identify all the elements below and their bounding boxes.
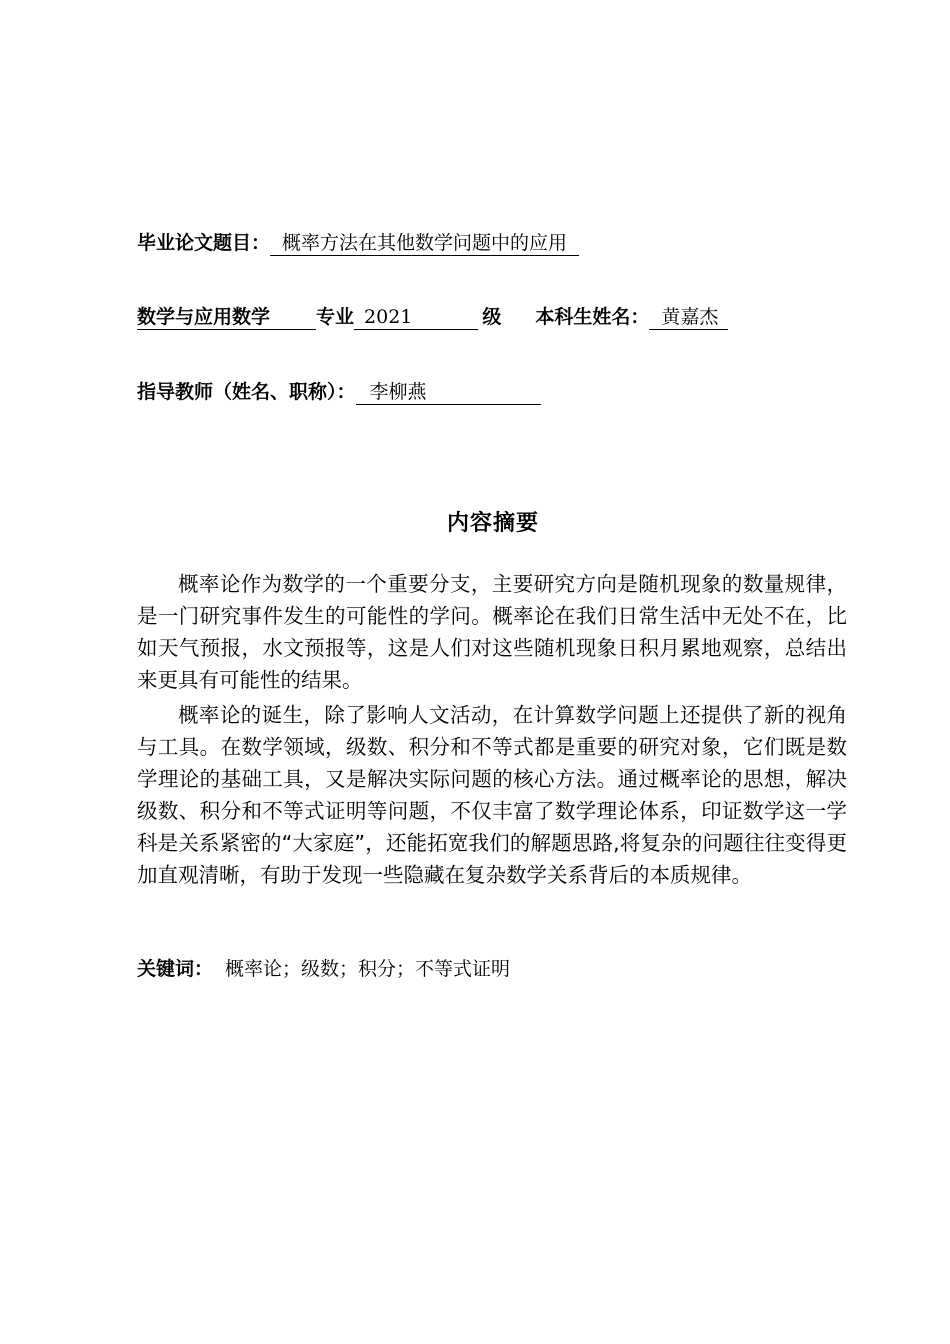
keywords-value: 概率论；级数；积分；不等式证明 — [225, 958, 511, 980]
keywords-line — [137, 953, 510, 985]
grade-label: 级 — [482, 306, 502, 328]
thesis-title-line — [137, 228, 579, 258]
advisor-name: 李柳燕 — [356, 380, 541, 405]
student-label: 本科生姓名： — [535, 306, 650, 328]
department-value: 数学与应用数学 — [137, 305, 316, 330]
thesis-title-value: 概率方法在其他数学问题中的应用 — [270, 231, 579, 256]
keywords-label: 关键词： — [137, 958, 214, 980]
abstract-heading: 内容摘要 — [446, 511, 539, 536]
advisor-label: 指导教师（姓名、职称）： — [137, 381, 356, 403]
abstract-paragraph: 概率论作为数学的一个重要分支，主要研究方向是随机现象的数量规律，是一门研究事件发生的可能性的学问。概率论在我们日常生活中无处不在，比如天气预报，水文预报等，这是人们对这些随机现象日积月累地观察，总结出来更具有可能性的结果。 — [137, 572, 847, 692]
major-label: 专业 — [316, 306, 355, 328]
student-name: 黄嘉杰 — [649, 305, 728, 330]
year-value: 2021 — [354, 305, 478, 330]
advisor-line — [137, 377, 541, 407]
major-line — [137, 302, 728, 332]
thesis-title-label: 毕业论文题目： — [137, 232, 271, 254]
abstract-paragraph: 概率论的诞生，除了影响人文活动，在计算数学问题上还提供了新的视角与工具。在数学领域，级数、积分和不等式都是重要的研究对象，它们既是数学理论的基础工具，又是解决实际问题的核心方法。通过概率论的思想，解决级数、积分和不等式证明等问题，不仅丰富了数学理论体系，印证数学这一学科是关系紧密的“大家庭”，还能拓宽我们的解题思路,将复杂的问题往往变得更加直观清晰，有助于发现一些隐藏在复杂数学关系背后的本质规律。 — [137, 703, 847, 887]
